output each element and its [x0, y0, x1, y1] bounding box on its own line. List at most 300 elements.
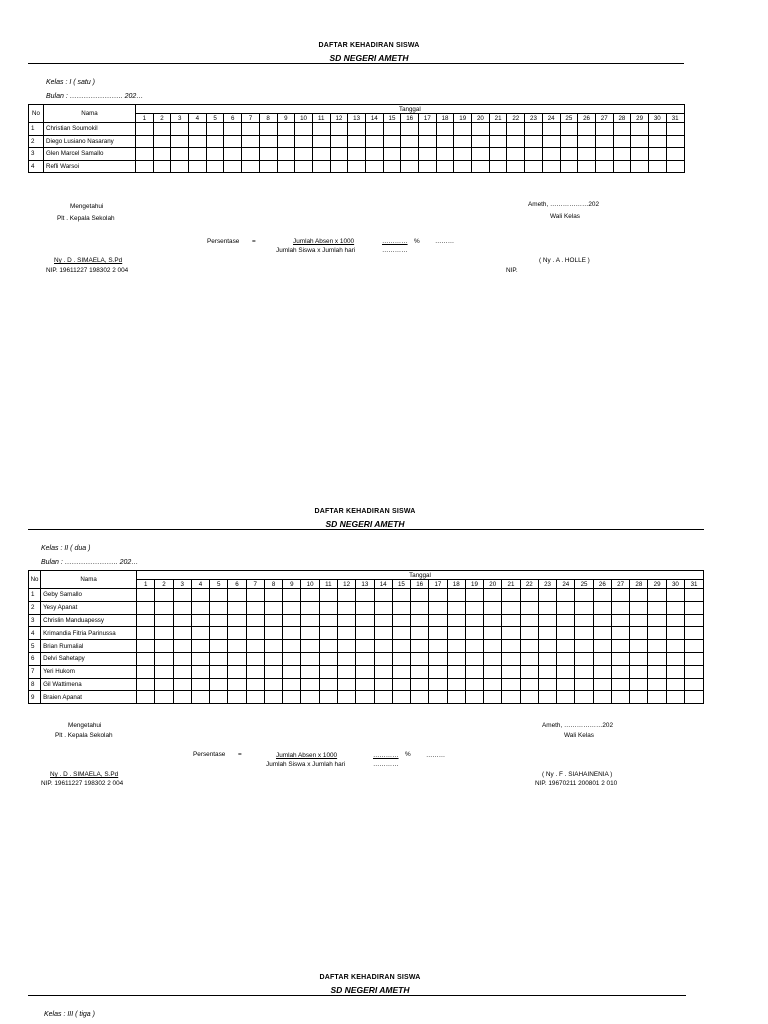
attendance-cell[interactable]	[666, 640, 684, 653]
attendance-cell[interactable]	[472, 148, 490, 161]
attendance-cell[interactable]	[560, 160, 578, 173]
attendance-cell[interactable]	[436, 123, 454, 136]
attendance-cell[interactable]	[648, 614, 666, 627]
attendance-cell[interactable]	[560, 123, 578, 136]
attendance-cell[interactable]	[283, 665, 301, 678]
attendance-cell[interactable]	[666, 589, 684, 602]
attendance-cell[interactable]	[191, 665, 209, 678]
attendance-cell[interactable]	[484, 627, 502, 640]
attendance-cell[interactable]	[356, 627, 374, 640]
attendance-cell[interactable]	[210, 678, 228, 691]
attendance-cell[interactable]	[429, 589, 447, 602]
attendance-cell[interactable]	[348, 135, 366, 148]
attendance-cell[interactable]	[319, 614, 337, 627]
attendance-cell[interactable]	[210, 665, 228, 678]
attendance-cell[interactable]	[295, 123, 313, 136]
attendance-cell[interactable]	[374, 652, 392, 665]
attendance-cell[interactable]	[648, 678, 666, 691]
attendance-cell[interactable]	[631, 135, 649, 148]
attendance-cell[interactable]	[520, 614, 538, 627]
attendance-cell[interactable]	[206, 148, 224, 161]
attendance-cell[interactable]	[173, 665, 191, 678]
attendance-cell[interactable]	[593, 640, 611, 653]
attendance-cell[interactable]	[429, 678, 447, 691]
attendance-cell[interactable]	[593, 691, 611, 704]
attendance-cell[interactable]	[419, 135, 437, 148]
attendance-cell[interactable]	[153, 148, 171, 161]
attendance-cell[interactable]	[136, 160, 154, 173]
attendance-cell[interactable]	[447, 691, 465, 704]
attendance-cell[interactable]	[666, 691, 684, 704]
attendance-cell[interactable]	[507, 135, 525, 148]
attendance-cell[interactable]	[595, 148, 613, 161]
attendance-cell[interactable]	[171, 135, 189, 148]
attendance-cell[interactable]	[224, 148, 242, 161]
attendance-cell[interactable]	[228, 614, 246, 627]
attendance-cell[interactable]	[356, 614, 374, 627]
attendance-cell[interactable]	[264, 652, 282, 665]
attendance-cell[interactable]	[246, 678, 264, 691]
attendance-cell[interactable]	[436, 135, 454, 148]
attendance-cell[interactable]	[401, 123, 419, 136]
attendance-cell[interactable]	[520, 601, 538, 614]
attendance-cell[interactable]	[542, 160, 560, 173]
attendance-cell[interactable]	[348, 148, 366, 161]
attendance-cell[interactable]	[557, 589, 575, 602]
attendance-cell[interactable]	[465, 678, 483, 691]
attendance-cell[interactable]	[319, 589, 337, 602]
attendance-cell[interactable]	[575, 601, 593, 614]
attendance-cell[interactable]	[685, 652, 704, 665]
attendance-cell[interactable]	[611, 614, 629, 627]
attendance-cell[interactable]	[374, 665, 392, 678]
attendance-cell[interactable]	[411, 678, 429, 691]
attendance-cell[interactable]	[557, 652, 575, 665]
attendance-cell[interactable]	[578, 160, 596, 173]
attendance-cell[interactable]	[171, 148, 189, 161]
attendance-cell[interactable]	[447, 601, 465, 614]
attendance-cell[interactable]	[246, 627, 264, 640]
attendance-cell[interactable]	[411, 652, 429, 665]
attendance-cell[interactable]	[436, 160, 454, 173]
attendance-cell[interactable]	[246, 665, 264, 678]
attendance-cell[interactable]	[525, 160, 543, 173]
attendance-cell[interactable]	[330, 123, 348, 136]
attendance-cell[interactable]	[666, 601, 684, 614]
attendance-cell[interactable]	[348, 160, 366, 173]
attendance-cell[interactable]	[392, 691, 410, 704]
attendance-cell[interactable]	[210, 627, 228, 640]
attendance-cell[interactable]	[648, 640, 666, 653]
attendance-cell[interactable]	[137, 640, 155, 653]
attendance-cell[interactable]	[454, 123, 472, 136]
attendance-cell[interactable]	[502, 691, 520, 704]
attendance-cell[interactable]	[419, 148, 437, 161]
attendance-cell[interactable]	[520, 640, 538, 653]
attendance-cell[interactable]	[137, 627, 155, 640]
attendance-cell[interactable]	[447, 665, 465, 678]
attendance-cell[interactable]	[277, 148, 295, 161]
attendance-cell[interactable]	[465, 627, 483, 640]
attendance-cell[interactable]	[155, 627, 173, 640]
attendance-cell[interactable]	[648, 135, 666, 148]
attendance-cell[interactable]	[264, 691, 282, 704]
attendance-cell[interactable]	[210, 640, 228, 653]
attendance-cell[interactable]	[489, 123, 507, 136]
attendance-cell[interactable]	[173, 678, 191, 691]
attendance-cell[interactable]	[595, 135, 613, 148]
attendance-cell[interactable]	[356, 640, 374, 653]
attendance-cell[interactable]	[630, 652, 648, 665]
attendance-cell[interactable]	[383, 148, 401, 161]
attendance-cell[interactable]	[374, 589, 392, 602]
attendance-cell[interactable]	[356, 678, 374, 691]
attendance-cell[interactable]	[484, 614, 502, 627]
attendance-cell[interactable]	[319, 627, 337, 640]
attendance-cell[interactable]	[489, 148, 507, 161]
attendance-cell[interactable]	[191, 691, 209, 704]
attendance-cell[interactable]	[520, 691, 538, 704]
attendance-cell[interactable]	[365, 123, 383, 136]
attendance-cell[interactable]	[472, 160, 490, 173]
attendance-cell[interactable]	[264, 665, 282, 678]
attendance-cell[interactable]	[557, 665, 575, 678]
attendance-cell[interactable]	[242, 123, 260, 136]
attendance-cell[interactable]	[685, 627, 704, 640]
attendance-cell[interactable]	[611, 589, 629, 602]
attendance-cell[interactable]	[429, 627, 447, 640]
attendance-cell[interactable]	[319, 601, 337, 614]
attendance-cell[interactable]	[611, 691, 629, 704]
attendance-cell[interactable]	[507, 148, 525, 161]
attendance-cell[interactable]	[648, 665, 666, 678]
attendance-cell[interactable]	[392, 589, 410, 602]
attendance-cell[interactable]	[356, 652, 374, 665]
attendance-cell[interactable]	[189, 135, 207, 148]
attendance-cell[interactable]	[685, 678, 704, 691]
attendance-cell[interactable]	[210, 652, 228, 665]
attendance-cell[interactable]	[136, 135, 154, 148]
attendance-cell[interactable]	[137, 589, 155, 602]
attendance-cell[interactable]	[648, 627, 666, 640]
attendance-cell[interactable]	[484, 691, 502, 704]
attendance-cell[interactable]	[447, 614, 465, 627]
attendance-cell[interactable]	[447, 652, 465, 665]
attendance-cell[interactable]	[264, 627, 282, 640]
attendance-cell[interactable]	[578, 123, 596, 136]
attendance-cell[interactable]	[264, 614, 282, 627]
attendance-cell[interactable]	[538, 678, 556, 691]
attendance-cell[interactable]	[502, 601, 520, 614]
attendance-cell[interactable]	[155, 614, 173, 627]
attendance-cell[interactable]	[191, 601, 209, 614]
attendance-cell[interactable]	[191, 678, 209, 691]
attendance-cell[interactable]	[429, 614, 447, 627]
attendance-cell[interactable]	[283, 627, 301, 640]
attendance-cell[interactable]	[593, 678, 611, 691]
attendance-cell[interactable]	[374, 640, 392, 653]
attendance-cell[interactable]	[447, 589, 465, 602]
attendance-cell[interactable]	[277, 123, 295, 136]
attendance-cell[interactable]	[401, 135, 419, 148]
attendance-cell[interactable]	[374, 614, 392, 627]
attendance-cell[interactable]	[507, 160, 525, 173]
attendance-cell[interactable]	[419, 160, 437, 173]
attendance-cell[interactable]	[666, 123, 684, 136]
attendance-cell[interactable]	[206, 135, 224, 148]
attendance-cell[interactable]	[648, 691, 666, 704]
attendance-cell[interactable]	[538, 640, 556, 653]
attendance-cell[interactable]	[685, 601, 704, 614]
attendance-cell[interactable]	[648, 123, 666, 136]
attendance-cell[interactable]	[520, 652, 538, 665]
attendance-cell[interactable]	[630, 589, 648, 602]
attendance-cell[interactable]	[365, 160, 383, 173]
attendance-cell[interactable]	[224, 135, 242, 148]
attendance-cell[interactable]	[246, 589, 264, 602]
attendance-cell[interactable]	[502, 640, 520, 653]
attendance-cell[interactable]	[465, 601, 483, 614]
attendance-cell[interactable]	[155, 678, 173, 691]
attendance-cell[interactable]	[557, 614, 575, 627]
attendance-cell[interactable]	[502, 627, 520, 640]
attendance-cell[interactable]	[465, 652, 483, 665]
attendance-cell[interactable]	[312, 123, 330, 136]
attendance-cell[interactable]	[593, 601, 611, 614]
attendance-cell[interactable]	[319, 678, 337, 691]
attendance-cell[interactable]	[171, 160, 189, 173]
attendance-cell[interactable]	[429, 691, 447, 704]
attendance-cell[interactable]	[685, 589, 704, 602]
attendance-cell[interactable]	[337, 678, 355, 691]
attendance-cell[interactable]	[246, 614, 264, 627]
attendance-cell[interactable]	[206, 160, 224, 173]
attendance-cell[interactable]	[383, 160, 401, 173]
attendance-cell[interactable]	[525, 135, 543, 148]
attendance-cell[interactable]	[578, 135, 596, 148]
attendance-cell[interactable]	[301, 678, 319, 691]
attendance-cell[interactable]	[374, 627, 392, 640]
attendance-cell[interactable]	[242, 148, 260, 161]
attendance-cell[interactable]	[173, 627, 191, 640]
attendance-cell[interactable]	[392, 665, 410, 678]
attendance-cell[interactable]	[259, 123, 277, 136]
attendance-cell[interactable]	[484, 652, 502, 665]
attendance-cell[interactable]	[685, 640, 704, 653]
attendance-cell[interactable]	[666, 652, 684, 665]
attendance-cell[interactable]	[137, 601, 155, 614]
attendance-cell[interactable]	[538, 601, 556, 614]
attendance-cell[interactable]	[542, 135, 560, 148]
attendance-cell[interactable]	[611, 601, 629, 614]
attendance-cell[interactable]	[356, 589, 374, 602]
attendance-cell[interactable]	[611, 627, 629, 640]
attendance-cell[interactable]	[648, 589, 666, 602]
attendance-cell[interactable]	[525, 148, 543, 161]
attendance-cell[interactable]	[173, 589, 191, 602]
attendance-cell[interactable]	[330, 148, 348, 161]
attendance-cell[interactable]	[575, 652, 593, 665]
attendance-cell[interactable]	[173, 691, 191, 704]
attendance-cell[interactable]	[228, 691, 246, 704]
attendance-cell[interactable]	[538, 627, 556, 640]
attendance-cell[interactable]	[171, 123, 189, 136]
attendance-cell[interactable]	[502, 652, 520, 665]
attendance-cell[interactable]	[228, 652, 246, 665]
attendance-cell[interactable]	[155, 589, 173, 602]
attendance-cell[interactable]	[666, 678, 684, 691]
attendance-cell[interactable]	[631, 123, 649, 136]
attendance-cell[interactable]	[484, 589, 502, 602]
attendance-cell[interactable]	[228, 678, 246, 691]
attendance-cell[interactable]	[295, 160, 313, 173]
attendance-cell[interactable]	[613, 123, 631, 136]
attendance-cell[interactable]	[374, 678, 392, 691]
attendance-cell[interactable]	[465, 691, 483, 704]
attendance-cell[interactable]	[264, 640, 282, 653]
attendance-cell[interactable]	[429, 601, 447, 614]
attendance-cell[interactable]	[319, 652, 337, 665]
attendance-cell[interactable]	[484, 665, 502, 678]
attendance-cell[interactable]	[411, 665, 429, 678]
attendance-cell[interactable]	[630, 601, 648, 614]
attendance-cell[interactable]	[648, 601, 666, 614]
attendance-cell[interactable]	[454, 148, 472, 161]
attendance-cell[interactable]	[356, 691, 374, 704]
attendance-cell[interactable]	[137, 678, 155, 691]
attendance-cell[interactable]	[648, 160, 666, 173]
attendance-cell[interactable]	[392, 601, 410, 614]
attendance-cell[interactable]	[173, 614, 191, 627]
attendance-cell[interactable]	[283, 640, 301, 653]
attendance-cell[interactable]	[613, 135, 631, 148]
attendance-cell[interactable]	[465, 640, 483, 653]
attendance-cell[interactable]	[259, 148, 277, 161]
attendance-cell[interactable]	[228, 640, 246, 653]
attendance-cell[interactable]	[401, 160, 419, 173]
attendance-cell[interactable]	[557, 691, 575, 704]
attendance-cell[interactable]	[575, 627, 593, 640]
attendance-cell[interactable]	[137, 614, 155, 627]
attendance-cell[interactable]	[666, 614, 684, 627]
attendance-cell[interactable]	[392, 652, 410, 665]
attendance-cell[interactable]	[301, 665, 319, 678]
attendance-cell[interactable]	[578, 148, 596, 161]
attendance-cell[interactable]	[312, 135, 330, 148]
attendance-cell[interactable]	[189, 123, 207, 136]
attendance-cell[interactable]	[301, 627, 319, 640]
attendance-cell[interactable]	[502, 678, 520, 691]
attendance-cell[interactable]	[191, 652, 209, 665]
attendance-cell[interactable]	[301, 601, 319, 614]
attendance-cell[interactable]	[374, 691, 392, 704]
attendance-cell[interactable]	[575, 589, 593, 602]
attendance-cell[interactable]	[283, 601, 301, 614]
attendance-cell[interactable]	[593, 652, 611, 665]
attendance-cell[interactable]	[301, 589, 319, 602]
attendance-cell[interactable]	[136, 148, 154, 161]
attendance-cell[interactable]	[472, 123, 490, 136]
attendance-cell[interactable]	[277, 160, 295, 173]
attendance-cell[interactable]	[242, 135, 260, 148]
attendance-cell[interactable]	[411, 627, 429, 640]
attendance-cell[interactable]	[472, 135, 490, 148]
attendance-cell[interactable]	[630, 678, 648, 691]
attendance-cell[interactable]	[447, 640, 465, 653]
attendance-cell[interactable]	[259, 160, 277, 173]
attendance-cell[interactable]	[210, 691, 228, 704]
attendance-cell[interactable]	[224, 160, 242, 173]
attendance-cell[interactable]	[538, 589, 556, 602]
attendance-cell[interactable]	[155, 652, 173, 665]
attendance-cell[interactable]	[189, 160, 207, 173]
attendance-cell[interactable]	[392, 678, 410, 691]
attendance-cell[interactable]	[538, 691, 556, 704]
attendance-cell[interactable]	[593, 627, 611, 640]
attendance-cell[interactable]	[630, 665, 648, 678]
attendance-cell[interactable]	[595, 160, 613, 173]
attendance-cell[interactable]	[228, 601, 246, 614]
attendance-cell[interactable]	[155, 601, 173, 614]
attendance-cell[interactable]	[593, 614, 611, 627]
attendance-cell[interactable]	[575, 678, 593, 691]
attendance-cell[interactable]	[575, 640, 593, 653]
attendance-cell[interactable]	[542, 148, 560, 161]
attendance-cell[interactable]	[436, 148, 454, 161]
attendance-cell[interactable]	[348, 123, 366, 136]
attendance-cell[interactable]	[189, 148, 207, 161]
attendance-cell[interactable]	[666, 665, 684, 678]
attendance-cell[interactable]	[330, 160, 348, 173]
attendance-cell[interactable]	[419, 123, 437, 136]
attendance-cell[interactable]	[557, 601, 575, 614]
attendance-cell[interactable]	[630, 691, 648, 704]
attendance-cell[interactable]	[173, 652, 191, 665]
attendance-cell[interactable]	[137, 691, 155, 704]
attendance-cell[interactable]	[593, 665, 611, 678]
attendance-cell[interactable]	[648, 652, 666, 665]
attendance-cell[interactable]	[575, 691, 593, 704]
attendance-cell[interactable]	[191, 589, 209, 602]
attendance-cell[interactable]	[484, 601, 502, 614]
attendance-cell[interactable]	[242, 160, 260, 173]
attendance-cell[interactable]	[153, 135, 171, 148]
attendance-cell[interactable]	[502, 589, 520, 602]
attendance-cell[interactable]	[337, 614, 355, 627]
attendance-cell[interactable]	[593, 589, 611, 602]
attendance-cell[interactable]	[330, 135, 348, 148]
attendance-cell[interactable]	[630, 627, 648, 640]
attendance-cell[interactable]	[575, 665, 593, 678]
attendance-cell[interactable]	[613, 148, 631, 161]
attendance-cell[interactable]	[429, 665, 447, 678]
attendance-cell[interactable]	[411, 589, 429, 602]
attendance-cell[interactable]	[312, 148, 330, 161]
attendance-cell[interactable]	[538, 652, 556, 665]
attendance-cell[interactable]	[447, 627, 465, 640]
attendance-cell[interactable]	[630, 614, 648, 627]
attendance-cell[interactable]	[392, 627, 410, 640]
attendance-cell[interactable]	[155, 640, 173, 653]
attendance-cell[interactable]	[489, 160, 507, 173]
attendance-cell[interactable]	[666, 160, 684, 173]
attendance-cell[interactable]	[283, 589, 301, 602]
attendance-cell[interactable]	[356, 665, 374, 678]
attendance-cell[interactable]	[685, 614, 704, 627]
attendance-cell[interactable]	[246, 601, 264, 614]
attendance-cell[interactable]	[520, 589, 538, 602]
attendance-cell[interactable]	[173, 640, 191, 653]
